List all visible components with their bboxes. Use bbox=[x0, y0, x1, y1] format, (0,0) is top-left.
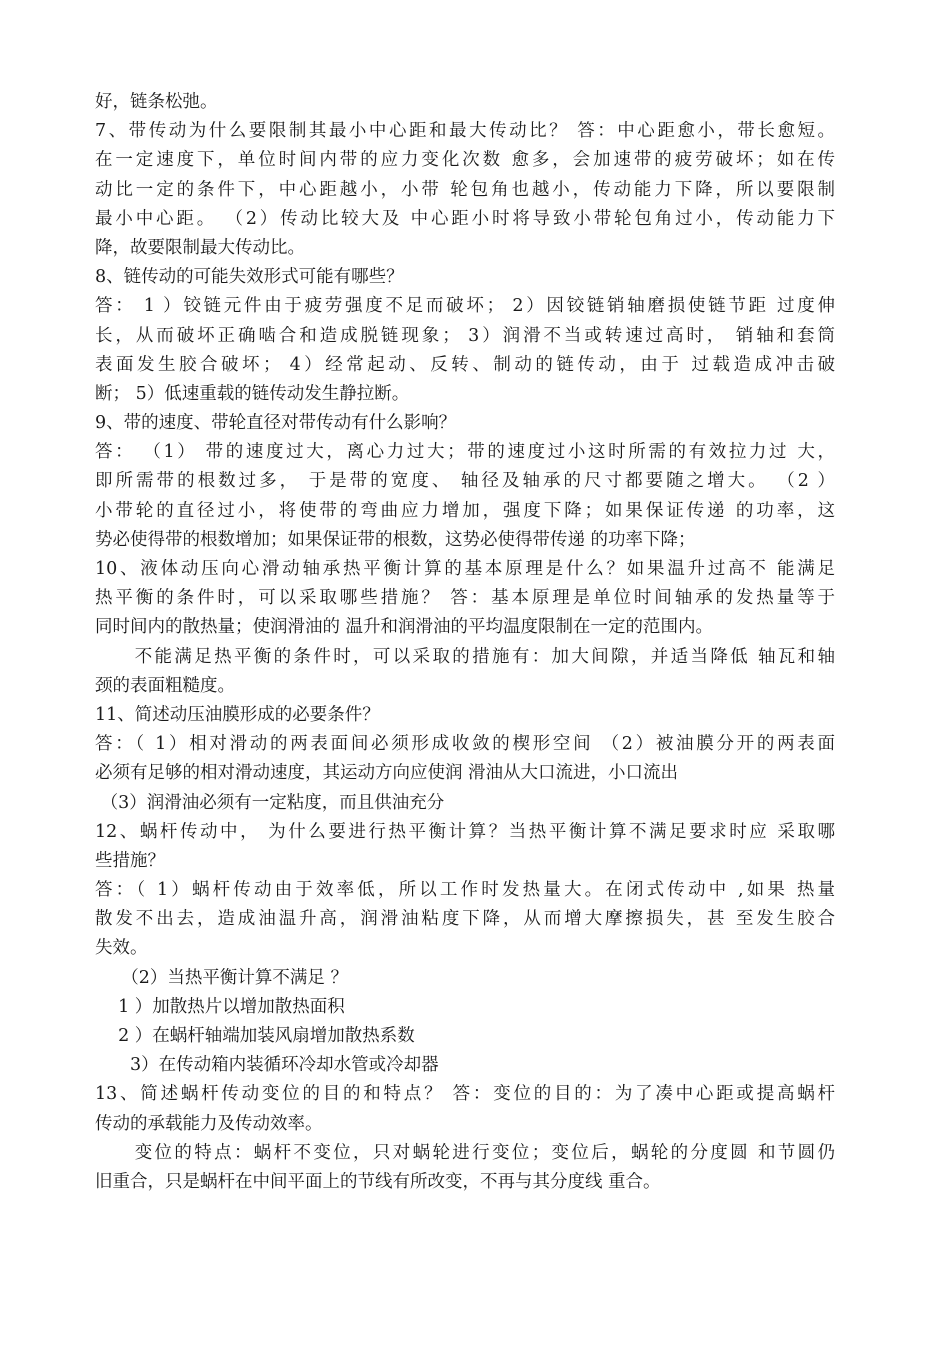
text-line: 不能满足热平衡的条件时，可以采取的措施有：加大间隙，并适当降低 轴瓦和轴 bbox=[95, 646, 835, 667]
question-11-title: 11、简述动压油膜形成的必要条件？ bbox=[95, 704, 380, 725]
question-8-title: 8、链传动的可能失效形式可能有哪些？ bbox=[95, 267, 404, 288]
text-line: （3）润滑油必须有一定粘度，而且供油充分 bbox=[95, 792, 445, 813]
text-line: （2）当热平衡计算不满足 ？ bbox=[95, 967, 348, 988]
text-line: 动比一定的条件下，中心距越小，小带 轮包角也越小，传动能力下降，所以要限制 bbox=[95, 179, 835, 200]
text-line: 些措施？ bbox=[95, 850, 165, 871]
text-line: 答： （1） 带的速度过大，离心力过大；带的速度过小这时所需的有效拉力过 大， bbox=[95, 442, 835, 463]
text-line: 好，链条松弛。 bbox=[95, 92, 218, 112]
list-item: 3）在传动箱内装循环冷却水管或冷却器 bbox=[95, 1055, 439, 1076]
text-line: 必须有足够的相对滑动速度，其运动方向应使润 滑油从大口流进，小口流出 bbox=[95, 763, 679, 784]
text-line: 散发不出去，造成油温升高，润滑油粘度下降，从而增大摩擦损失，甚 至发生胶合 bbox=[95, 909, 835, 930]
question-9-title: 9、带的速度、带轮直径对带传动有什么影响？ bbox=[95, 413, 457, 434]
text-line: 最小中心距。 （2）传动比较大及 中心距小时将导致小带轮包角过小，传动能力下 bbox=[95, 208, 835, 229]
text-line: 答：（ 1）蜗杆传动由于效率低，所以工作时发热量大。在闭式传动中 ,如果 热量 bbox=[95, 880, 835, 901]
text-line: 旧重合，只是蜗杆在中间平面上的节线有所改变，不再与其分度线 重合。 bbox=[95, 1171, 661, 1192]
text-line: 答：（ 1）相对滑动的两表面间必须形成收敛的楔形空间 （2）被油膜分开的两表面 bbox=[95, 734, 835, 755]
text-line: 降，故要限制最大传动比。 bbox=[95, 237, 305, 258]
question-12-title: 12、蜗杆传动中， 为什么要进行热平衡计算？当热平衡计算不满足要求时应 采取哪 bbox=[95, 821, 835, 842]
text-line: 变位的特点：蜗杆不变位，只对蜗轮进行变位；变位后，蜗轮的分度圆 和节圆仍 bbox=[95, 1142, 835, 1163]
text-line: 表面发生胶合破坏； 4）经常起动、反转、制动的链传动，由于 过载造成冲击破 bbox=[95, 354, 835, 375]
text-line: 小带轮的直径过小，将使带的弯曲应力增加，强度下降；如果保证传递 的功率，这 bbox=[95, 500, 835, 521]
text-line: 长，从而破坏正确啮合和造成脱链现象； 3）润滑不当或转速过高时， 销轴和套筒 bbox=[95, 325, 835, 346]
text-line: 势必使得带的根数增加；如果保证带的根数，这势必使得带传递 的功率下降； bbox=[95, 529, 696, 550]
question-7-title: 7、带传动为什么要限制其最小中心距和最大传动比？ 答：中心距愈小，带长愈短。 bbox=[95, 121, 835, 142]
document-page bbox=[95, 88, 835, 1197]
text-line: 失效。 bbox=[95, 938, 148, 959]
list-item: 2 ）在蜗杆轴端加装风扇增加散热系数 bbox=[95, 1026, 415, 1046]
text-line: 传动的承载能力及传动效率。 bbox=[95, 1113, 323, 1134]
text-line: 答： 1 ）铰链元件由于疲劳强度不足而破坏； 2）因铰链销轴磨损使链节距 过度伸 bbox=[95, 296, 835, 317]
question-10-title: 10、液体动压向心滑动轴承热平衡计算的基本原理是什么？如果温升过高不 能满足 bbox=[95, 559, 836, 579]
text-line: 颈的表面粗糙度。 bbox=[95, 675, 235, 696]
text-line: 同时间内的散热量；使润滑油的 温升和润滑油的平均温度限制在一定的范围内。 bbox=[95, 617, 714, 638]
text-line: 断； 5）低速重载的链传动发生静拉断。 bbox=[95, 383, 410, 404]
list-item: 1 ）加散热片以增加散热面积 bbox=[95, 996, 345, 1017]
text-line: 热平衡的条件时，可以采取哪些措施？ 答：基本原理是单位时间轴承的发热量等于 bbox=[95, 588, 835, 609]
question-13-title: 13、简述蜗杆传动变位的目的和特点？ 答：变位的目的：为了凑中心距或提高蜗杆 bbox=[95, 1084, 836, 1105]
text-line: 即所需带的根数过多， 于是带的宽度、 轴径及轴承的尺寸都要随之增大。 （2 ） bbox=[95, 471, 835, 492]
text-line: 在一定速度下，单位时间内带的应力变化次数 愈多，会加速带的疲劳破坏；如在传 bbox=[95, 150, 835, 171]
